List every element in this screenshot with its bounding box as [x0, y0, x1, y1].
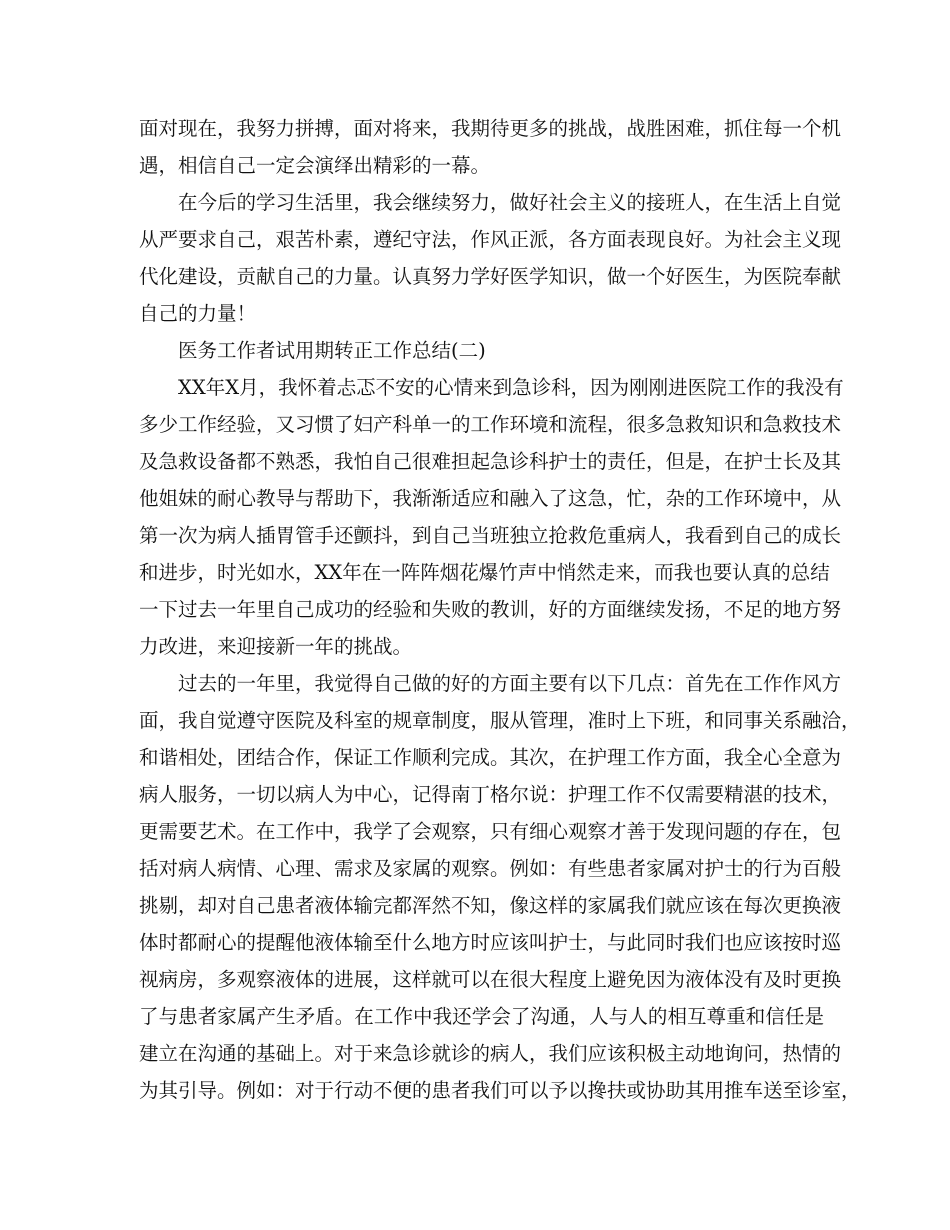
- text-line: 代化建设，贡献自己的力量。认真努力学好医学知识，做一个好医生，为医院奉献: [139, 265, 842, 288]
- text-line: 括对病人病情、心理、需求及家属的观察。例如：有些患者家属对护士的行为百般: [139, 857, 842, 880]
- text-line: 多少工作经验，又习惯了妇产科单一的工作环境和流程，很多急救知识和急救技术: [139, 413, 842, 436]
- text-line: 和谐相处，团结合作，保证工作顺利完成。其次，在护理工作方面，我全心全意为: [139, 746, 842, 769]
- text-line: 及急救设备都不熟悉，我怕自己很难担起急诊科护士的责任，但是，在护士长及其: [139, 450, 842, 473]
- text-line: 力改进，来迎接新一年的挑战。: [139, 635, 413, 658]
- text-line: 在今后的学习生活里，我会继续努力，做好社会主义的接班人，在生活上自觉: [178, 191, 842, 214]
- paragraph: [139, 665, 861, 1109]
- text-line: XX年X月，我怀着忐忑不安的心情来到急诊科，因为刚刚进医院工作的我没有: [178, 376, 844, 399]
- text-line: 挑剔，却对自己患者液体输完都浑然不知，像这样的家属我们就应该在每次更换液: [139, 894, 842, 917]
- text-line: 一下过去一年里自己成功的经验和失败的教训，好的方面继续发扬，不足的地方努: [139, 598, 842, 621]
- text-line: 为其引导。例如：对于行动不便的患者我们可以予以搀扶或协助其用推车送至诊室，: [139, 1079, 861, 1102]
- section-heading: [139, 332, 824, 369]
- text-line: 他姐妹的耐心教导与帮助下，我渐渐适应和融入了这急，忙，杂的工作环境中，从: [139, 487, 842, 510]
- text-line: 视病房，多观察液体的进展，这样就可以在很大程度上避免因为液体没有及时更换: [139, 968, 842, 991]
- text-line: 和进步，时光如水，XX年在一阵阵烟花爆竹声中悄然走来，而我也要认真的总结: [139, 561, 830, 584]
- text-line: 第一次为病人插胃管手还颤抖，到自己当班独立抢救危重病人，我看到自己的成长: [139, 524, 842, 547]
- paragraph: [139, 184, 842, 332]
- text-line: 更需要艺术。在工作中，我学了会观察，只有细心观察才善于发现问题的存在，包: [139, 820, 842, 843]
- text-line: 体时都耐心的提醒他液体输至什么地方时应该叫护士，与此同时我们也应该按时巡: [139, 931, 842, 954]
- text-line: 遇，相信自己一定会演绎出精彩的一幕。: [139, 154, 491, 177]
- text-line: 面，我自觉遵守医院及科室的规章制度，服从管理，准时上下班，和同事关系融洽，: [139, 709, 861, 732]
- text-line: 面对现在，我努力拼搏，面对将来，我期待更多的挑战，战胜困难，抓住每一个机: [139, 117, 842, 140]
- paragraph: [139, 110, 842, 184]
- text-line: 建立在沟通的基础上。对于来急诊就诊的病人，我们应该积极主动地询问，热情的: [139, 1042, 842, 1065]
- text-line: 医务工作者试用期转正工作总结(二): [178, 339, 486, 362]
- text-line: 从严要求自己，艰苦朴素，遵纪守法，作风正派，各方面表现良好。为社会主义现: [139, 228, 842, 251]
- document-body: [139, 110, 861, 1109]
- text-line: 了与患者家属产生矛盾。在工作中我还学会了沟通，人与人的相互尊重和信任是: [139, 1005, 824, 1028]
- text-line: 病人服务，一切以病人为中心，记得南丁格尔说：护理工作不仅需要精湛的技术，: [139, 783, 842, 806]
- text-line: 过去的一年里，我觉得自己做的好的方面主要有以下几点：首先在工作作风方: [178, 672, 842, 695]
- text-line: 自己的力量！: [139, 302, 257, 325]
- paragraph: [139, 369, 844, 665]
